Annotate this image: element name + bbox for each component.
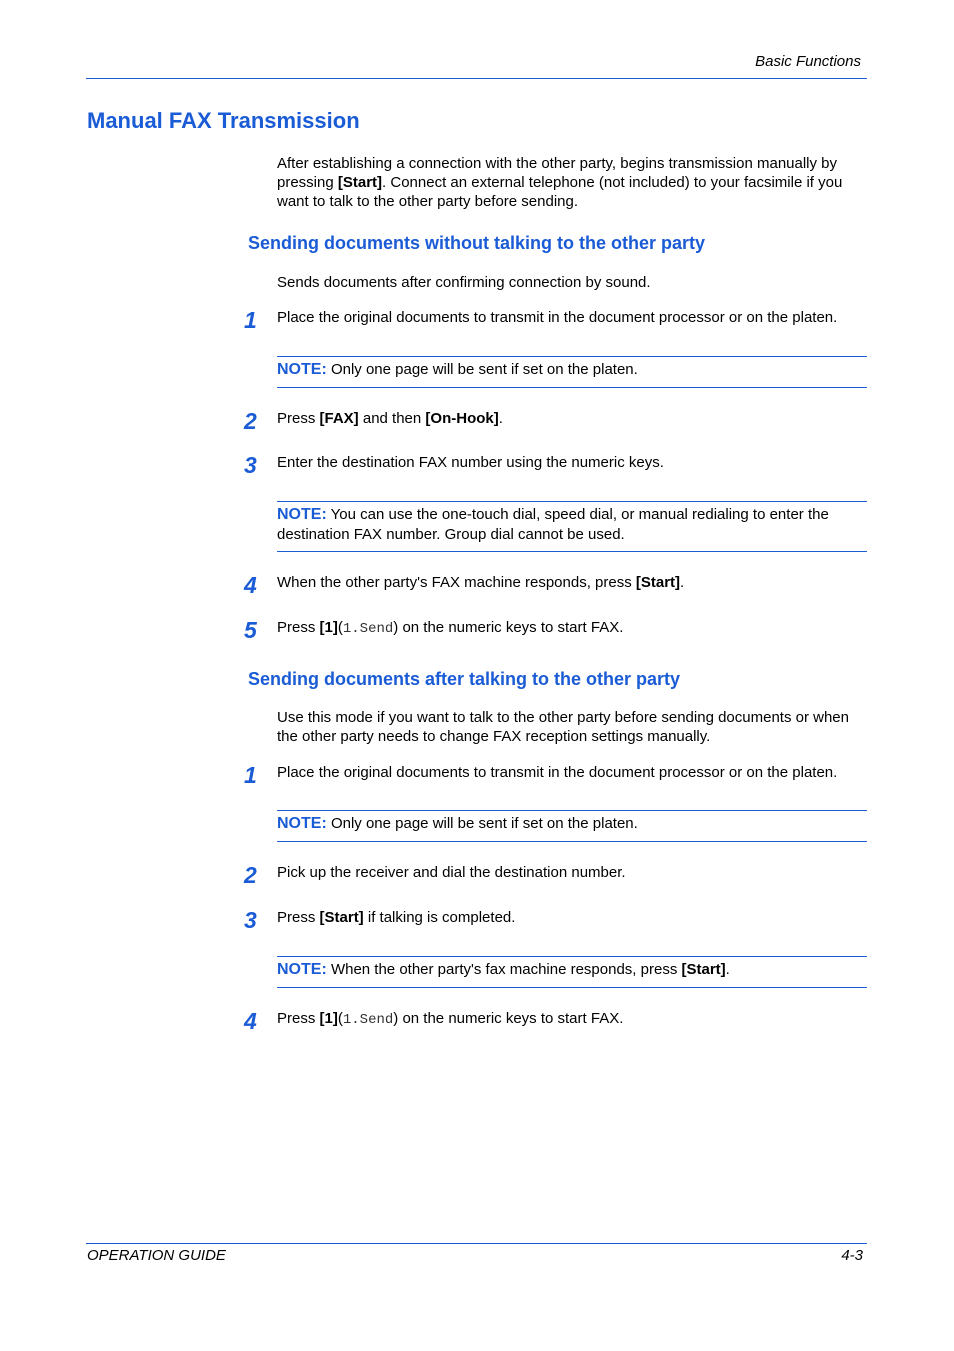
step-text: Enter the destination FAX number using the numeric keys. — [277, 454, 664, 471]
note-label: NOTE: — [277, 961, 327, 978]
section2-description: Use this mode if you want to talk to the other party before sending documents or when the other party needs to change FAX reception settings manually. — [277, 709, 849, 745]
step-text: Press [FAX] and then [On-Hook]. — [277, 410, 503, 427]
note-rule-top — [277, 356, 867, 357]
key-label: 1.Send — [342, 1012, 394, 1028]
section-heading-after-talking: Sending documents after talking to the other party — [248, 669, 681, 689]
step-text: Press [1](1.Send) on the numeric keys to start FAX. — [277, 1010, 624, 1028]
footer-guide-name: OPERATION GUIDE — [87, 1247, 226, 1264]
intro-paragraph: After establishing a connection with the other party, begins transmission manually by pressing [Start]. Connect an external telephone (not included) to your facsimile if you want to talk to the other party before sending. — [277, 155, 843, 210]
step-number: 1 — [244, 762, 257, 788]
step-number: 4 — [244, 572, 257, 598]
note-label: NOTE: — [277, 506, 327, 523]
running-header: Basic Functions — [755, 53, 861, 70]
header-rule — [86, 78, 867, 79]
note-rule-top — [277, 501, 867, 502]
step-text: Press [1](1.Send) on the numeric keys to start FAX. — [277, 619, 624, 637]
note-rule-bottom — [277, 841, 867, 842]
note-rule-top — [277, 810, 867, 811]
note-rule-bottom — [277, 551, 867, 552]
step-number: 5 — [244, 617, 257, 643]
section-heading-without-talking: Sending documents without talking to the other party — [248, 233, 706, 253]
page-title: Manual FAX Transmission — [87, 108, 360, 133]
note-label: NOTE: — [277, 361, 327, 378]
section1-description: Sends documents after confirming connection by sound. — [277, 274, 651, 291]
note-label: NOTE: — [277, 815, 327, 832]
step-number: 1 — [244, 307, 257, 333]
step-number: 3 — [244, 907, 257, 933]
note-box: NOTE: Only one page will be sent if set on the platen. — [277, 815, 638, 832]
note-box: NOTE: You can use the one-touch dial, speed dial, or manual redialing to enter the destination FAX number. Group dial cannot be used. — [277, 506, 829, 543]
page-number: 4-3 — [841, 1247, 863, 1264]
step-number: 3 — [244, 452, 257, 478]
key-label: 1.Send — [342, 621, 394, 637]
note-rule-bottom — [277, 387, 867, 388]
note-box: NOTE: Only one page will be sent if set on the platen. — [277, 361, 638, 378]
step-number: 4 — [244, 1008, 257, 1034]
step-text: Place the original documents to transmit in the document processor or on the platen. — [277, 764, 838, 781]
footer-rule — [86, 1243, 867, 1244]
step-text: Pick up the receiver and dial the destination number. — [277, 864, 626, 881]
note-box: NOTE: When the other party's fax machine responds, press [Start]. — [277, 961, 730, 978]
note-rule-top — [277, 956, 867, 957]
note-rule-bottom — [277, 987, 867, 988]
step-number: 2 — [244, 408, 257, 434]
step-text: Press [Start] if talking is completed. — [277, 909, 516, 926]
step-number: 2 — [244, 862, 257, 888]
step-text: When the other party's FAX machine responds, press [Start]. — [277, 574, 685, 591]
step-text: Place the original documents to transmit in the document processor or on the platen. — [277, 309, 838, 326]
